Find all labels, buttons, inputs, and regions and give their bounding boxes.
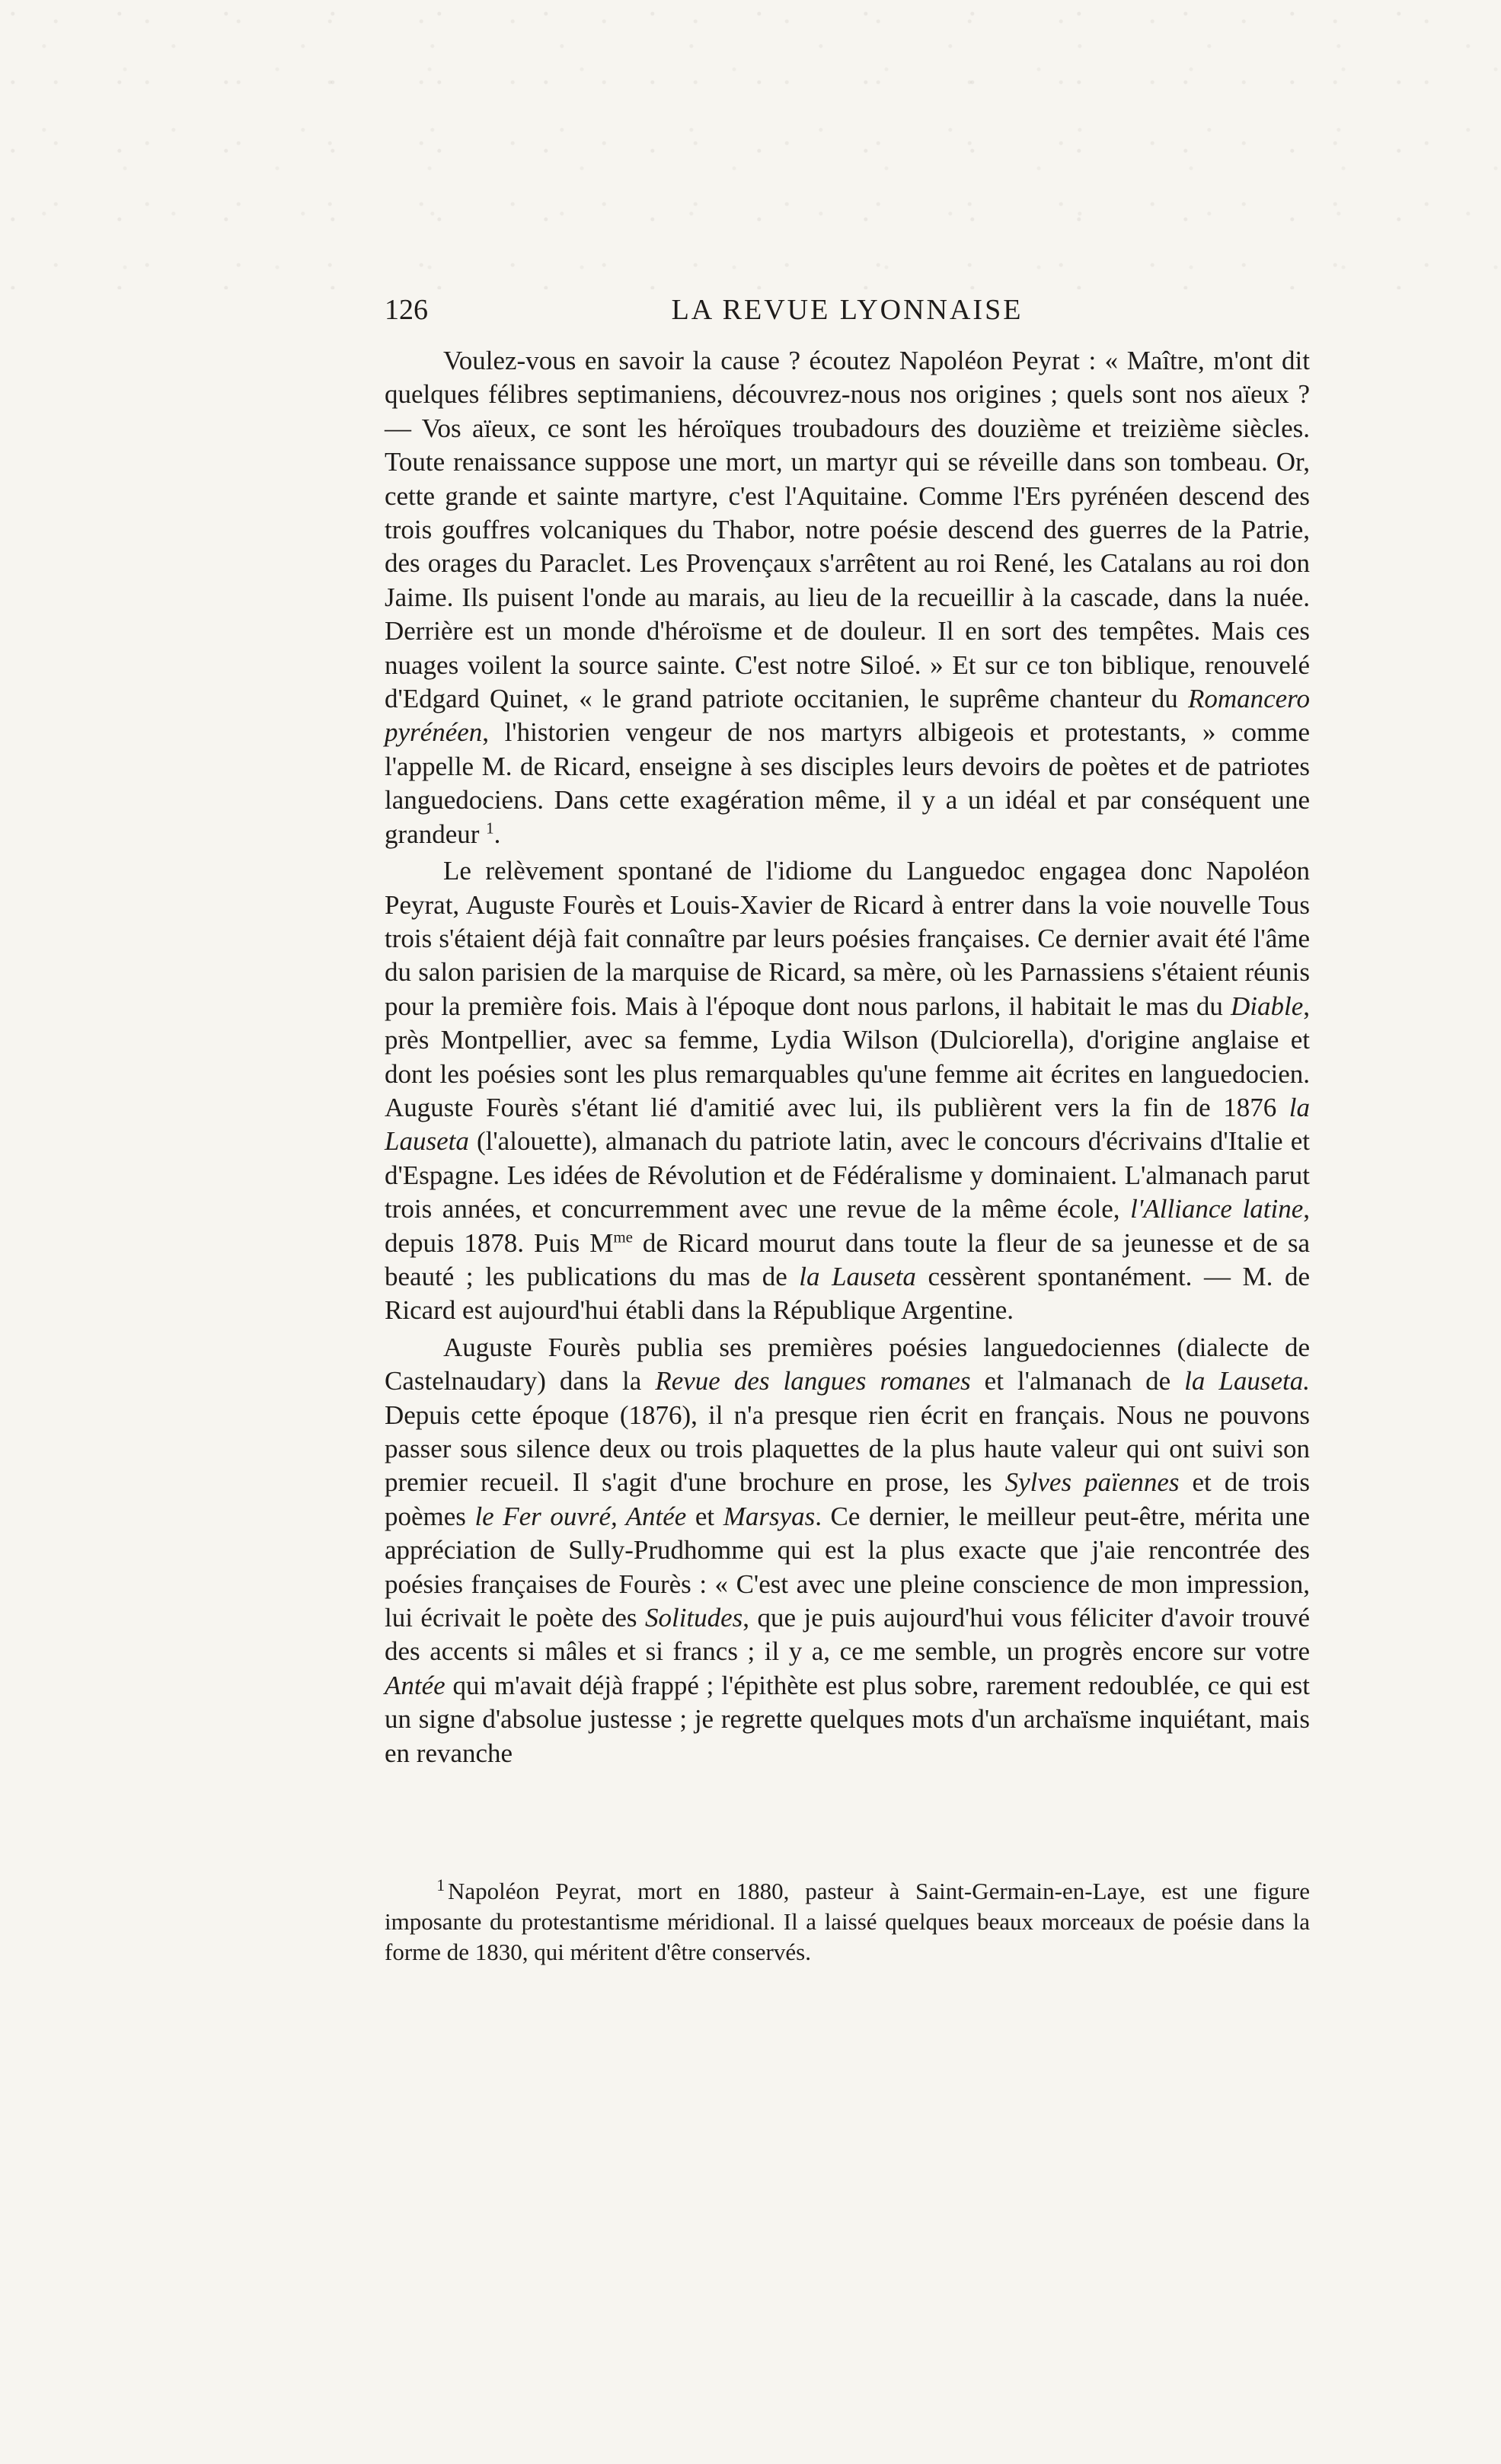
running-head: LA REVUE LYONNAISE: [671, 294, 1024, 326]
body-text: [385, 344, 1310, 1770]
paragraph-3-italic-6: Solitudes: [644, 1603, 743, 1633]
paragraph-3-italic-2: la Lauseta.: [1184, 1366, 1310, 1396]
paragraph-2-italic-1: Diable: [1230, 991, 1304, 1021]
paragraph-2-italic-2: la Lauseta: [385, 1092, 1310, 1157]
paragraph-1: [385, 344, 1310, 851]
paragraph-3-text-8: qui m'avait déjà frappé ; l'épithète est plus sobre, rarement redoublée, ce qui est un signe d'absolue justesse ; je regrette quelques mots d'un archaïsme inquiétant, mais en revanche: [385, 1670, 1310, 1768]
footnote-text: Napoléon Peyrat, mort en 1880, pasteur à Saint-Germain-en-Laye, est une figure imposante du protestantisme méridional. Il a laissé quelques beaux morceaux de poésie dans la forme de 1830, qui méritent d'être conservés.: [385, 1878, 1310, 1965]
paragraph-3-italic-7: Antée: [385, 1670, 446, 1700]
superscript-me: me: [613, 1227, 633, 1246]
paragraph-1-text-3: .: [493, 819, 501, 849]
page-number: 126: [385, 294, 428, 326]
footnote-1: [385, 1876, 1310, 1968]
paragraph-3-italic-1: Revue des langues romanes: [655, 1366, 971, 1396]
paragraph-3-text-3: Depuis cette époque (1876), il n'a presque rien écrit en français. Nous ne pouvons passer sous silence deux ou trois plaquettes de la plus haute valeur qui ont suivi son premier recueil. Il s'agit d'une brochure en prose, les: [385, 1400, 1310, 1498]
paragraph-1-text-2: , l'historien vengeur de nos martyrs albigeois et protestants, » comme l'appelle M. de Ricard, enseigne à ses disciples leurs devoirs de poètes et de patriotes languedociens. Dans cette exagération même, il y a un idéal et par conséquent une grandeur: [385, 717, 1310, 849]
paragraph-2-italic-3: l'Alliance latine: [1130, 1194, 1304, 1224]
paragraph-3: [385, 1331, 1310, 1770]
paragraph-2-text-3: (l'alouette), almanach du patriote latin, avec le concours d'écrivains d'Italie et d'Espagne. Les idées de Révolution et de Fédéralisme y dominaient. L'almanach parut trois années, et concurremment avec une revue de la même école,: [385, 1126, 1310, 1224]
paragraph-2-text-6: cessèrent spontanément. — M. de Ricard est aujourd'hui établi dans la République Argentine.: [385, 1261, 1310, 1326]
paragraph-3-text: Auguste Fourès publia ses premières poésies languedociennes (dialecte de Castelnaudary) dans la: [385, 1332, 1310, 1396]
footnotes: [385, 1876, 1310, 1968]
paragraph-3-text-7: , que je puis aujourd'hui vous féliciter d'avoir trouvé des accents si mâles et si francs ; il y a, ce me semble, un progrès encore sur votre: [385, 1603, 1310, 1667]
paragraph-2-text-2: , près Montpellier, avec sa femme, Lydia Wilson (Dulciorella), d'origine anglaise et dont les poésies sont les plus remarquables qu'une femme ait écrites en languedocien. Auguste Fourès s'étant lié d'amitié avec lui, ils publièrent vers la fin de 1876: [385, 991, 1310, 1122]
paragraph-2: [385, 854, 1310, 1328]
paragraph-2-text-5: de Ricard mourut dans toute la fleur de sa jeunesse et de sa beauté ; les publications du mas de: [385, 1227, 1310, 1291]
paragraph-3-italic-3: Sylves païennes: [1004, 1467, 1180, 1498]
footnote-mark: 1: [436, 1875, 446, 1894]
paragraph-2-text-4: , depuis 1878. Puis M: [385, 1194, 1310, 1258]
paper-texture: [0, 0, 1501, 289]
paragraph-2-text: Le relèvement spontané de l'idiome du Languedoc engagea donc Napoléon Peyrat, Auguste Fourès et Louis-Xavier de Ricard à entrer dans la voie nouvelle Tous trois s'étaient déjà fait connaître par leurs poésies françaises. Ce dernier avait été l'âme du salon parisien de la marquise de Ricard, sa mère, où les Parnassiens s'étaient réunis pour la première fois. Mais à l'époque dont nous parlons, il habitait le mas du: [385, 856, 1310, 1021]
paragraph-2-italic-4: la Lauseta: [799, 1261, 916, 1291]
paragraph-1-italic: Romancero pyrénéen: [385, 684, 1310, 748]
paragraph-3-italic-4: le Fer ouvré, Antée: [474, 1501, 687, 1531]
paragraph-3-text-5: et: [686, 1501, 723, 1531]
paragraph-1-text: Voulez-vous en savoir la cause ? écoutez Napoléon Peyrat : « Maître, m'ont dit quelques félibres septimaniens, découvrez-nous nos origines ; quels sont nos aïeux ? — Vos aïeux, ce sont les héroïques troubadours des douzième et treizième siècles. Toute renaissance suppose une mort, un martyr qui se réveille dans son tombeau. Or, cette grande et sainte martyre, c'est l'Aquitaine. Comme l'Ers pyrénéen descend des trois gouffres volcaniques du Thabor, notre poésie descend des guerres de la Patrie, des orages du Paraclet. Les Provençaux s'arrêtent au roi René, les Catalans au roi don Jaime. Ils puisent l'onde au marais, au lieu de la recueillir à la cascade, dans la nuée. Derrière est un monde d'héroïsme et de douleur. Il en sort des tempêtes. Mais ces nuages voilent la source sainte. C'est notre Siloé. » Et sur ce ton biblique, renouvelé d'Edgard Quinet, « le grand patriote occitanien, le suprême chanteur du: [385, 346, 1310, 714]
paragraph-3-italic-5: Marsyas: [723, 1501, 816, 1531]
footnote-reference: 1: [486, 819, 494, 838]
page-header: [385, 289, 1310, 330]
paragraph-3-text-6: . Ce dernier, le meilleur peut-être, mérita une appréciation de Sully-Prudhomme qui est la plus exacte que j'aie rencontrée des poésies françaises de Fourès : « C'est avec une pleine conscience de mon impression, lui écrivait le poète des: [385, 1501, 1311, 1633]
paragraph-3-text-4: et de trois poèmes: [385, 1467, 1310, 1531]
paragraph-3-text-2: et l'almanach de: [970, 1366, 1185, 1396]
